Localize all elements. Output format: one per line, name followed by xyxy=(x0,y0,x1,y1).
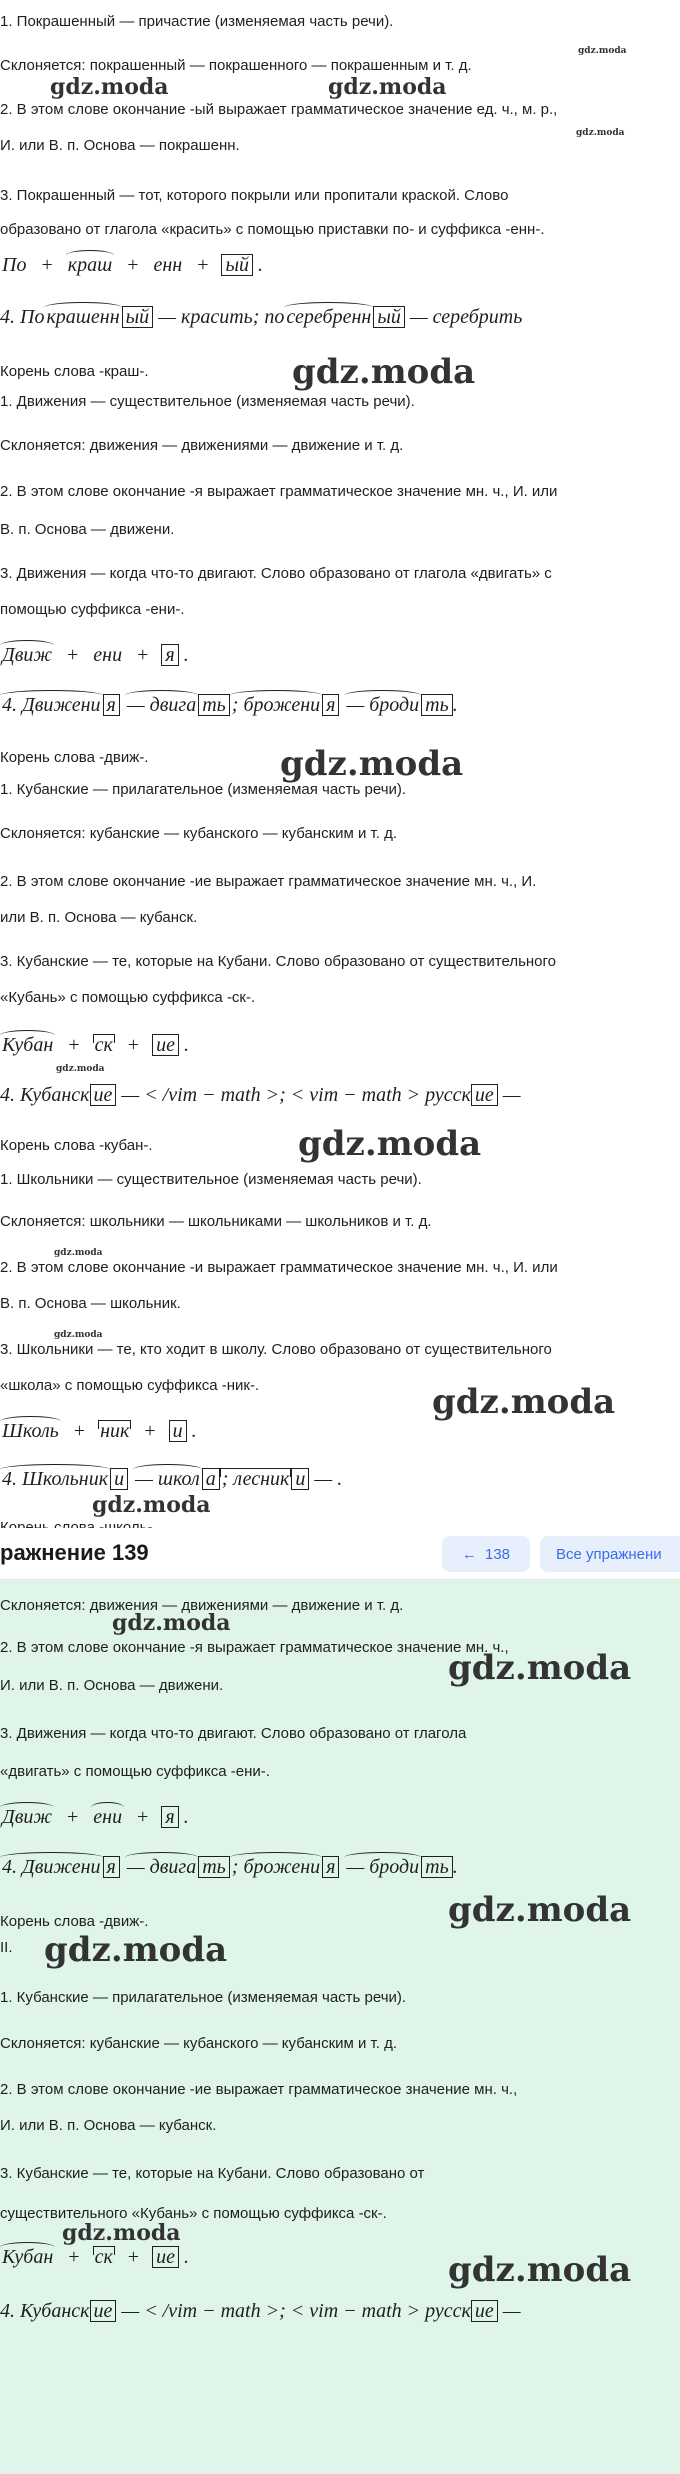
text-line: 2. В этом слове окончание -ие выражает грамматическое значение мн. ч., xyxy=(0,2081,518,2098)
exercise-header xyxy=(0,1528,680,1580)
watermark: gdz.moda xyxy=(292,352,476,392)
morphemic-parsing: 4. Школьник и — школ а ; лесник и — . xyxy=(2,1468,343,1490)
watermark: gdz.moda xyxy=(280,744,464,784)
morphemic-parsing: 4. Движени я — двига ть ; брожени я — броди ть . xyxy=(2,694,458,716)
text-line: 1. Движения — существительное (изменяемая часть речи). xyxy=(0,393,415,410)
watermark: gdz.moda xyxy=(54,1330,103,1340)
text-line: Корень слова -движ-. xyxy=(0,1913,149,1930)
text-line: «двигать» с помощью суффикса -ени-. xyxy=(0,1763,270,1780)
watermark: gdz.moda xyxy=(448,1890,632,1930)
morphemic-formula: Движ + ени + я . xyxy=(2,644,189,666)
morphemic-formula: Кубан + ск + ие . xyxy=(2,2246,189,2268)
watermark: gdz.moda xyxy=(50,74,169,100)
watermark: gdz.moda xyxy=(54,1248,103,1258)
watermark: gdz.moda xyxy=(92,1492,211,1518)
text-line: существительного «Кубань» с помощью суффикса -ск-. xyxy=(0,2205,387,2222)
watermark: gdz.moda xyxy=(56,1064,105,1074)
text-line: 2. В этом слове окончание -ый выражает грамматическое значение ед. ч., м. р., xyxy=(0,101,558,118)
text-line: 3. Кубанские — те, которые на Кубани. Слово образовано от существительного xyxy=(0,953,557,970)
prev-exercise-button[interactable] xyxy=(442,1536,530,1572)
text-line: 2. В этом слове окончание -и выражает грамматическое значение мн. ч., И. или xyxy=(0,1259,558,1276)
text-line: Склоняется: движения — движениями — движение и т. д. xyxy=(0,1597,404,1614)
watermark: gdz.moda xyxy=(578,46,627,56)
text-line: Склоняется: школьники — школьниками — школьников и т. д. xyxy=(0,1213,432,1230)
text-line: 3. Кубанские — те, которые на Кубани. Слово образовано от xyxy=(0,2165,425,2182)
text-line: Корень слова -краш-. xyxy=(0,363,149,380)
watermark: gdz.moda xyxy=(432,1382,616,1422)
text-line: 3. Школьники — те, кто ходит в школу. Слово образовано от существительного xyxy=(0,1341,552,1358)
text-line: 2. В этом слове окончание -я выражает грамматическое значение мн. ч., xyxy=(0,1639,509,1656)
morphemic-parsing: 4. Кубанск ие — < /vim − math >; < vim − math > русск ие — xyxy=(0,2300,521,2322)
text-line: И. или В. п. Основа — покрашенн. xyxy=(0,137,240,154)
text-line: или В. п. Основа — кубанск. xyxy=(0,909,198,926)
text-line: помощью суффикса -ени-. xyxy=(0,601,185,618)
watermark: gdz.moda xyxy=(448,2250,632,2290)
text-line: В. п. Основа — школьник. xyxy=(0,1295,181,1312)
morphemic-formula: По + краш + енн + ый . xyxy=(2,254,264,276)
watermark: gdz.moda xyxy=(112,1610,231,1636)
text-line: 1. Кубанские — прилагательное (изменяемая часть речи). xyxy=(0,1989,407,2006)
morphemic-formula: Школь + ник + и . xyxy=(2,1420,197,1442)
text-line: И. или В. п. Основа — движени. xyxy=(0,1677,224,1694)
text-line: «Кубань» с помощью суффикса -ск-. xyxy=(0,989,256,1006)
text-line: 2. В этом слове окончание -я выражает грамматическое значение мн. ч., И. или xyxy=(0,483,558,500)
text-line: II. xyxy=(0,1939,13,1956)
text-line: Корень слова -движ-. xyxy=(0,749,149,766)
text-line: образовано от глагола «красить» с помощью приставки по- и суффикса -енн-. xyxy=(0,221,545,238)
morphemic-parsing: 4. Кубанск ие — < /vim − math >; < vim − math > русск ие — xyxy=(0,1084,521,1106)
text-line: И. или В. п. Основа — кубанск. xyxy=(0,2117,217,2134)
arrow-left-icon: ← xyxy=(461,1545,477,1563)
text-line: 1. Кубанские — прилагательное (изменяемая часть речи). xyxy=(0,781,407,798)
watermark: gdz.moda xyxy=(448,1648,632,1688)
watermark: gdz.moda xyxy=(576,128,625,138)
morphemic-formula: Движ + ени + я . xyxy=(2,1806,189,1828)
watermark: gdz.moda xyxy=(328,74,447,100)
watermark: gdz.moda xyxy=(298,1124,482,1164)
text-line: Корень слова -кубан-. xyxy=(0,1137,153,1154)
all-exercises-button[interactable]: Все упражнени xyxy=(540,1536,680,1572)
highlighted-solution xyxy=(0,1580,680,2474)
morphemic-parsing: 4. По крашенн ый — красить; по серебренн ый — серебрить xyxy=(0,306,523,328)
text-line: В. п. Основа — движени. xyxy=(0,521,175,538)
morphemic-parsing: 4. Движени я — двига ть ; брожени я — броди ть . xyxy=(2,1856,458,1878)
text-line: 2. В этом слове окончание -ие выражает грамматическое значение мн. ч., И. xyxy=(0,873,537,890)
text-line: Склоняется: кубанские — кубанского — кубанским и т. д. xyxy=(0,2035,397,2052)
text-line: Склоняется: движения — движениями — движение и т. д. xyxy=(0,437,404,454)
text-line: 3. Покрашенный — тот, которого покрыли или пропитали краской. Слово xyxy=(0,187,509,204)
morphemic-formula: Кубан + ск + ие . xyxy=(2,1034,189,1056)
text-line: 1. Покрашенный — причастие (изменяемая часть речи). xyxy=(0,13,394,30)
text-line: 3. Движения — когда что-то двигают. Слово образовано от глагола xyxy=(0,1725,467,1742)
watermark: gdz.moda xyxy=(62,2220,181,2246)
watermark: gdz.moda xyxy=(44,1930,228,1970)
text-line: Склоняется: покрашенный — покрашенного — покрашенным и т. д. xyxy=(0,57,472,74)
exercise-title: ражнение 139 xyxy=(0,1540,149,1565)
text-line: 3. Движения — когда что-то двигают. Слово образовано от глагола «двигать» с xyxy=(0,565,552,582)
text-line: 1. Школьники — существительное (изменяемая часть речи). xyxy=(0,1171,422,1188)
prev-exercise-label: 138 xyxy=(484,1545,511,1563)
text-line: «школа» с помощью суффикса -ник-. xyxy=(0,1377,260,1394)
text-line: Склоняется: кубанские — кубанского — кубанским и т. д. xyxy=(0,825,397,842)
